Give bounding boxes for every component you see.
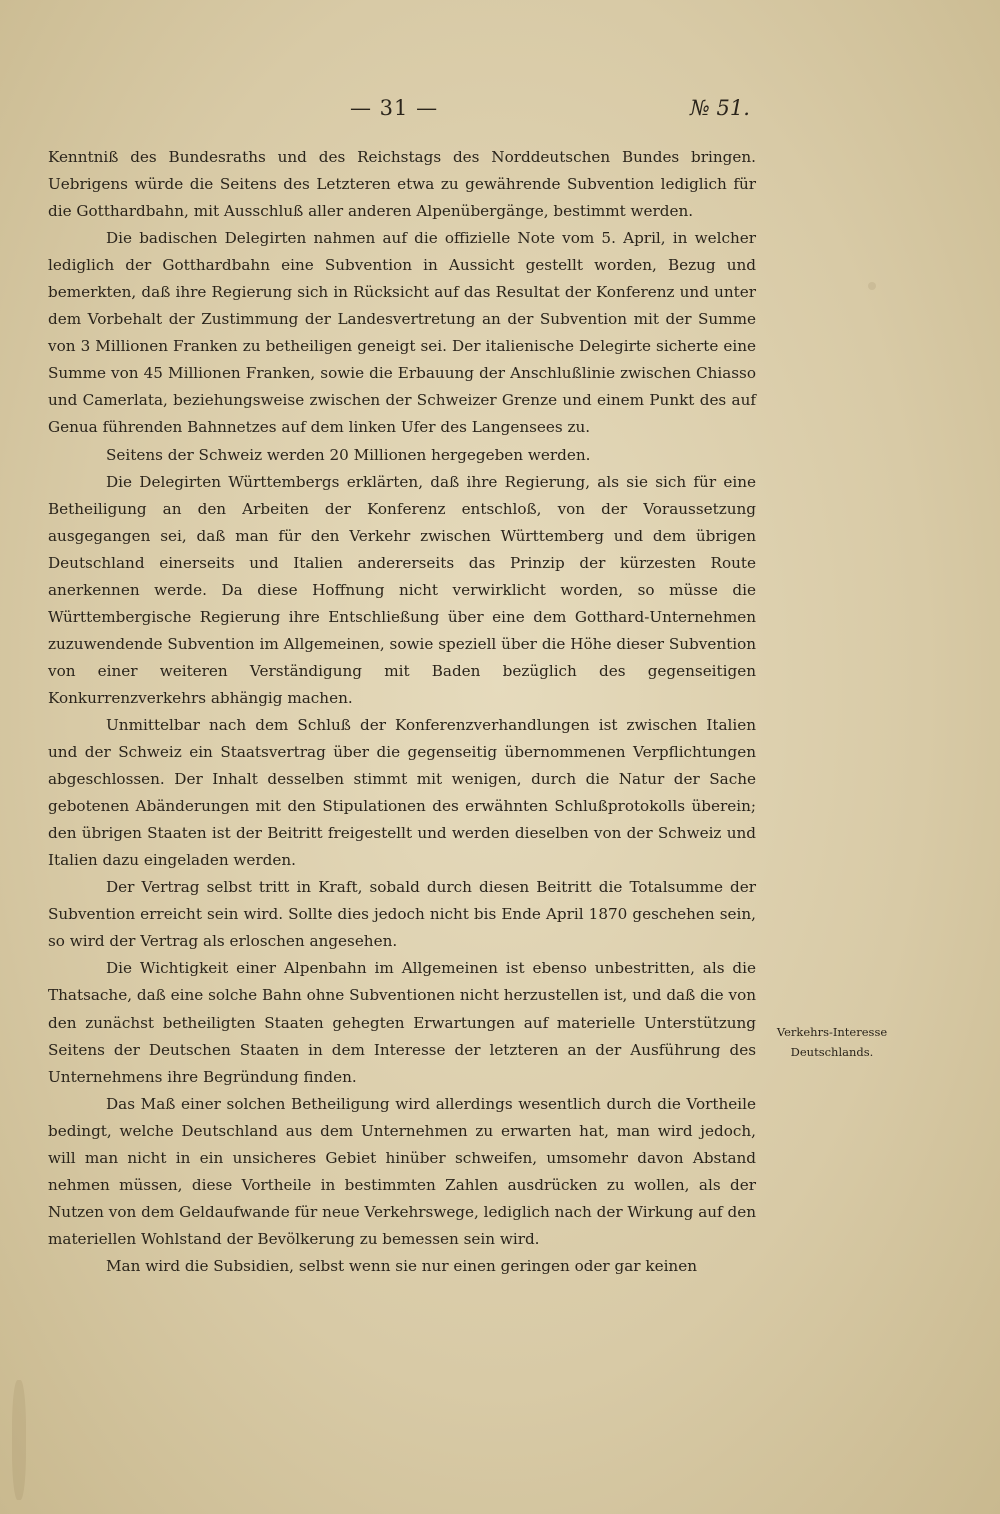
paragraph: Die badischen Delegirten nahmen auf die offizielle Note vom 5. April, in welcher lediglich der Gotthardbahn eine Subvention in Aussicht gestellt worden, Bezug und bemerkten, daß ihre Regierung sich in Rücksicht auf das Resultat der Konferenz und unter dem Vorbehalt der Zustimmung der Landesvertretung an der Subvention mit der Summe von 3 Millionen Franken zu betheiligen geneigt sei. Der italienische Delegirte sicherte eine Summe von 45 Millionen Franken, sowie die Erbauung der Anschlußlinie zwischen Chiasso und Camerlata, beziehungsweise zwischen der Schweizer Grenze und einem Punkt des auf Genua führenden Bahnnetzes auf dem linken Ufer des Langensees zu. <box>48 229 756 437</box>
paragraph: Seitens der Schweiz werden 20 Millionen hergegeben werden. <box>106 445 591 464</box>
paragraph: Der Vertrag selbst tritt in Kraft, sobald durch diesen Beitritt die Totalsumme der Subvention erreicht sein wird. Sollte dies jedoch nicht bis Ende April 1870 geschehen sein, so wird der Vertrag als erloschen angesehen. <box>48 878 756 951</box>
paragraph: Die Delegirten Württembergs erklärten, daß ihre Regierung, als sie sich für eine Betheiligung an den Arbeiten der Konferenz entschloß, von der Voraussetzung ausgegangen sei, daß man für den Verkehr zwischen Württemberg und dem übrigen Deutschland einerseits und Italien andererseits das Prinzip der kürzesten Route anerkennen werde. Da diese Hoffnung nicht verwirklicht worden, so müsse die Württembergische Regierung ihre Entschließung über eine dem Gotthard-Unternehmen zuzuwendende Subvention im Allgemeinen, sowie speziell über die Höhe dieser Subvention von einer weiteren Verständigung mit Baden bezüglich des gegenseitigen Konkurrenzverkehrs abhängig machen. <box>48 472 756 707</box>
paragraph: Unmittelbar nach dem Schluß der Konferenzverhandlungen ist zwischen Italien und der Schweiz ein Staatsvertrag über die gegenseitig übernommenen Verpflichtungen abgeschlossen. Der Inhalt desselben stimmt mit wenigen, durch die Natur der Sache gebotenen Abänderungen mit den Stipulationen des erwähnten Schlußprotokolls überein; den übrigen Staaten ist der Beitritt freigestellt und werden dieselben von der Schweiz und Italien dazu eingeladen werden. <box>48 715 756 870</box>
margin-note: Verkehrs-Interesse Deutschlands. <box>776 1025 888 1059</box>
paragraph: Das Maß einer solchen Betheiligung wird allerdings wesentlich durch die Vortheile bedingt, welche Deutschland aus dem Unternehmen zu erwarten hat, man wird jedoch, will man nicht in ein unsicheres Gebiet hinüber schweifen, umsomehr davon Abstand nehmen müssen, diese Vortheile in bestimmten Zahlen ausdrücken zu wollen, als der Nutzen von dem Geldaufwande für neue Verkehrswege, lediglich nach der Wirkung auf den materiellen Wohlstand der Bevölkerung zu bemessen sein wird. <box>48 1094 756 1248</box>
paper-spot <box>868 282 876 290</box>
page-number: — 31 — <box>350 96 439 120</box>
paper-stain <box>12 1380 26 1500</box>
paragraph: Man wird die Subsidien, selbst wenn sie nur einen geringen oder gar keinen <box>106 1256 697 1275</box>
document-number: № 51. <box>690 96 750 120</box>
paragraph: Die Wichtigkeit einer Alpenbahn im Allgemeinen ist ebenso unbestritten, als die Thatsache, daß eine solche Bahn ohne Subventionen nicht herzustellen ist, und daß die von den zunächst betheiligten Staaten gehegten Erwartungen auf materielle Unterstützung Seitens der Deutschen Staaten in dem Interesse der letzteren an der Ausführung des Unternehmens ihre Begründung finden. <box>48 959 756 1086</box>
page-header <box>0 96 1000 130</box>
body-text <box>48 144 756 1280</box>
paragraph: Kenntniß des Bundesraths und des Reichstags des Norddeutschen Bundes bringen. Uebrigens würde die Seitens des Letzteren etwa zu gewährende Subvention lediglich für die Gotthardbahn, mit Ausschluß aller anderen Alpenübergänge, bestimmt werden. <box>48 148 756 221</box>
